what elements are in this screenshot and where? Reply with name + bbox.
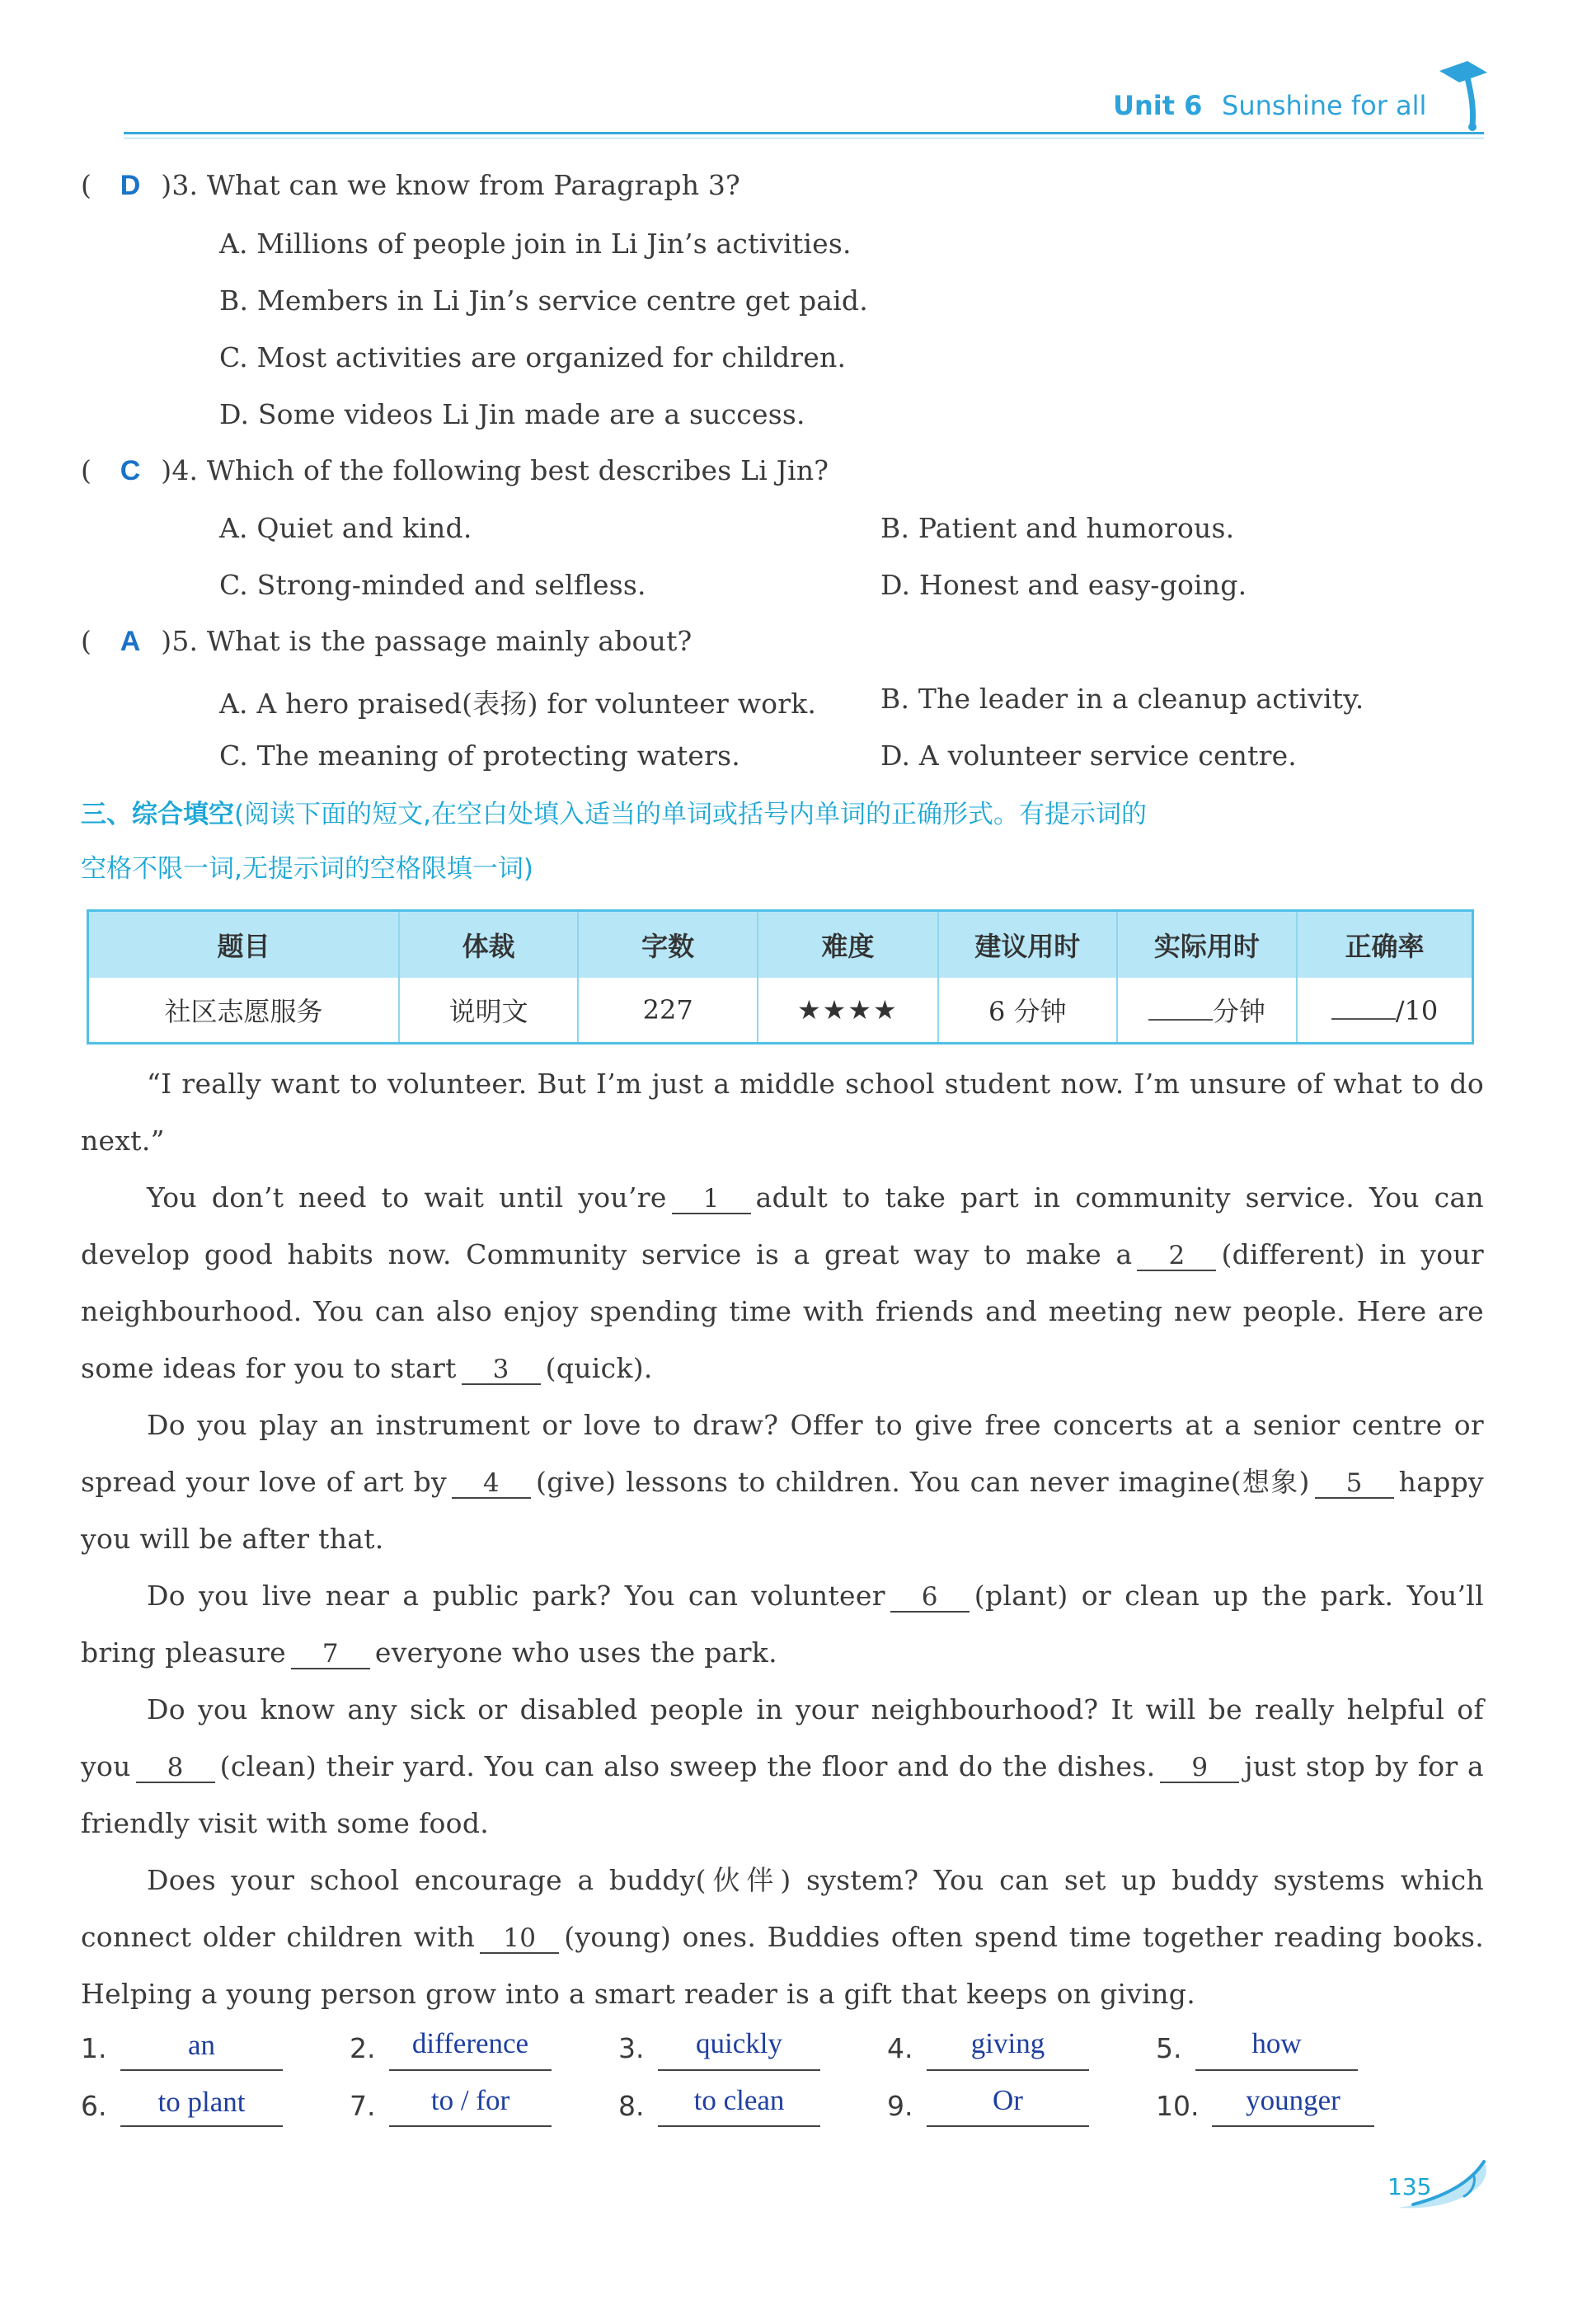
question-3-option-c: C. Most activities are organized for children. bbox=[219, 341, 847, 373]
passage-paragraph-1: “I really want to volunteer. But I’m just a middle school student now. I’m unsure of what to do next.” bbox=[81, 1068, 1484, 1157]
answer-3[interactable]: quickly bbox=[696, 2027, 782, 2059]
td-difficulty: ★★★★ bbox=[758, 978, 938, 1044]
info-table-row bbox=[88, 978, 1473, 1044]
td-topic: 社区志愿服务 bbox=[164, 996, 323, 1027]
header-title: Sunshine for all bbox=[1222, 90, 1427, 121]
question-4-option-b: B. Patient and humorous. bbox=[880, 512, 1235, 544]
question-4-option-c: C. Strong-minded and selfless. bbox=[219, 569, 646, 601]
answer-num-3: 3. bbox=[618, 2032, 645, 2064]
question-4-answer: C bbox=[120, 455, 141, 486]
answer-9[interactable]: Or bbox=[993, 2084, 1023, 2116]
answer-line-4 bbox=[927, 2069, 1089, 2071]
td-genre: 说明文 bbox=[399, 978, 578, 1044]
answer-line-3 bbox=[658, 2069, 820, 2071]
question-5-option-a: A. A hero praised(表扬) for volunteer work. bbox=[219, 688, 817, 720]
blank-9[interactable]: 9 bbox=[1160, 1754, 1239, 1783]
info-table bbox=[87, 909, 1474, 1045]
th-actual-time: 实际用时 bbox=[1117, 911, 1297, 979]
question-3-option-d: D. Some videos Li Jin made are a success. bbox=[219, 398, 805, 430]
passage-paragraph-4: Do you live near a public park? You can volunteer 6 (plant) or clean up the park. You’ll bring pleasure 7 everyone who uses the park. bbox=[81, 1580, 1485, 1669]
blank-3[interactable]: 3 bbox=[462, 1355, 541, 1385]
answer-num-2: 2. bbox=[350, 2032, 376, 2064]
answer-2[interactable]: difference bbox=[411, 2027, 529, 2059]
answer-10[interactable]: younger bbox=[1246, 2084, 1340, 2116]
blank-7[interactable]: 7 bbox=[291, 1640, 370, 1669]
answer-line-7 bbox=[389, 2125, 552, 2127]
question-5-option-c: C. The meaning of protecting waters. bbox=[219, 739, 740, 772]
section-instruction-1: (阅读下面的短文,在空白处填入适当的单词或括号内单词的正确形式。有提示词的 bbox=[234, 800, 1147, 829]
question-3-stem: )3. What can we know from Paragraph 3? bbox=[161, 169, 740, 201]
question-4: ( C )4. Which of the following best describes Li Jin? bbox=[81, 454, 829, 486]
blank-6[interactable]: 6 bbox=[890, 1583, 970, 1613]
blank-5[interactable]: 5 bbox=[1315, 1469, 1394, 1499]
answer-1[interactable]: an bbox=[187, 2029, 216, 2061]
th-genre: 体裁 bbox=[399, 911, 578, 979]
answer-6[interactable]: to plant bbox=[157, 2086, 246, 2118]
question-4-stem: )4. Which of the following best describes Li Jin? bbox=[161, 454, 829, 486]
answer-num-4: 4. bbox=[887, 2032, 913, 2064]
question-4-option-d: D. Honest and easy-going. bbox=[880, 569, 1247, 601]
answer-line-2 bbox=[389, 2069, 552, 2071]
answer-num-10: 10. bbox=[1156, 2090, 1200, 2122]
question-3: ( D )3. What can we know from Paragraph 3? bbox=[81, 169, 740, 201]
blank-2[interactable]: 2 bbox=[1137, 1242, 1216, 1271]
answer-line-1 bbox=[120, 2069, 283, 2071]
passage-paragraph-3: Do you play an instrument or love to draw? Offer to give free concerts at a senior centre or spread your love of art by 4 (give) lessons to children. You can never imagine(想象) 5 happy you will be after that. bbox=[81, 1409, 1484, 1555]
graduation-cap-icon bbox=[1434, 59, 1492, 134]
header-rule bbox=[124, 132, 1484, 134]
question-5-option-d: D. A volunteer service centre. bbox=[880, 739, 1297, 772]
info-table-header bbox=[88, 911, 1473, 979]
blank-1[interactable]: 1 bbox=[672, 1185, 751, 1214]
answer-num-9: 9. bbox=[887, 2090, 913, 2122]
th-difficulty: 难度 bbox=[758, 911, 938, 979]
actual-time-blank[interactable] bbox=[1148, 994, 1213, 1021]
answer-num-5: 5. bbox=[1156, 2032, 1182, 2064]
question-5-option-b: B. The leader in a cleanup activity. bbox=[880, 683, 1364, 715]
answer-line-8 bbox=[658, 2125, 820, 2127]
answer-7[interactable]: to / for bbox=[430, 2084, 510, 2116]
td-suggested-time: 6 分钟 bbox=[938, 978, 1117, 1044]
question-3-answer: D bbox=[120, 170, 141, 201]
answer-line-6 bbox=[120, 2125, 283, 2127]
question-3-option-a: A. Millions of people join in Li Jin’s activities. bbox=[219, 228, 852, 260]
answer-5[interactable]: how bbox=[1251, 2027, 1302, 2059]
answer-num-8: 8. bbox=[618, 2090, 645, 2122]
blank-10[interactable]: 10 bbox=[480, 1924, 559, 1954]
td-accuracy[interactable]: /10 bbox=[1297, 978, 1473, 1044]
page-number: 135 bbox=[1387, 2173, 1432, 2200]
td-word-count: 227 bbox=[578, 978, 758, 1044]
answer-8[interactable]: to clean bbox=[693, 2084, 785, 2116]
passage-paragraph-5: Do you know any sick or disabled people in your neighbourhood? It will be really helpful of you 8 (clean) their yard. You can also sweep the floor and do the dishes. 9 just stop by for a friendly visit with some food. bbox=[81, 1693, 1485, 1839]
section-heading bbox=[81, 787, 1482, 896]
header-unit: Unit 6 bbox=[1113, 90, 1203, 121]
th-suggested-time: 建议用时 bbox=[938, 911, 1117, 979]
question-5: ( A )5. What is the passage mainly about? bbox=[81, 625, 693, 657]
section-title: 三、综合填空 bbox=[81, 800, 234, 829]
passage-paragraph-6: Does your school encourage a buddy(伙伴) system? You can set up buddy systems which connect older children with 10 (young) ones. Buddies often spend time together reading books. Helping a young person grow into a smart reader is a gift that keeps on giving. bbox=[81, 1864, 1484, 2010]
question-5-stem: )5. What is the passage mainly about? bbox=[161, 625, 693, 657]
question-3-option-b: B. Members in Li Jin’s service centre get paid. bbox=[219, 284, 868, 317]
answer-num-1: 1. bbox=[81, 2032, 107, 2064]
answer-line-5 bbox=[1195, 2069, 1358, 2071]
feather-icon bbox=[1393, 2158, 1492, 2216]
answer-line-9 bbox=[927, 2125, 1089, 2127]
answer-num-6: 6. bbox=[81, 2090, 107, 2122]
accuracy-blank[interactable] bbox=[1331, 993, 1396, 1020]
td-actual-time[interactable]: 分钟 bbox=[1117, 978, 1297, 1044]
blank-4[interactable]: 4 bbox=[452, 1469, 531, 1499]
th-word-count: 字数 bbox=[578, 911, 758, 979]
answer-4[interactable]: giving bbox=[970, 2027, 1045, 2059]
th-accuracy: 正确率 bbox=[1297, 911, 1473, 979]
question-4-option-a: A. Quiet and kind. bbox=[219, 512, 472, 544]
th-topic: 题目 bbox=[88, 911, 399, 979]
answer-num-7: 7. bbox=[350, 2090, 376, 2122]
question-5-answer: A bbox=[120, 626, 141, 657]
answer-line-10 bbox=[1212, 2125, 1374, 2127]
section-instruction-2: 空格不限一词,无提示词的空格限填一词) bbox=[81, 854, 533, 884]
passage-paragraph-2: You don’t need to wait until you’re 1 adult to take part in community service. You can develop good habits now. Community service is a great way to make a 2 (different) in your neighbourhood. You can also enjoy spending time with friends and meeting new people. Here are some ideas for you to start 3 (quick). bbox=[81, 1181, 1484, 1384]
blank-8[interactable]: 8 bbox=[136, 1754, 215, 1783]
header-rule-thin bbox=[124, 138, 1484, 139]
